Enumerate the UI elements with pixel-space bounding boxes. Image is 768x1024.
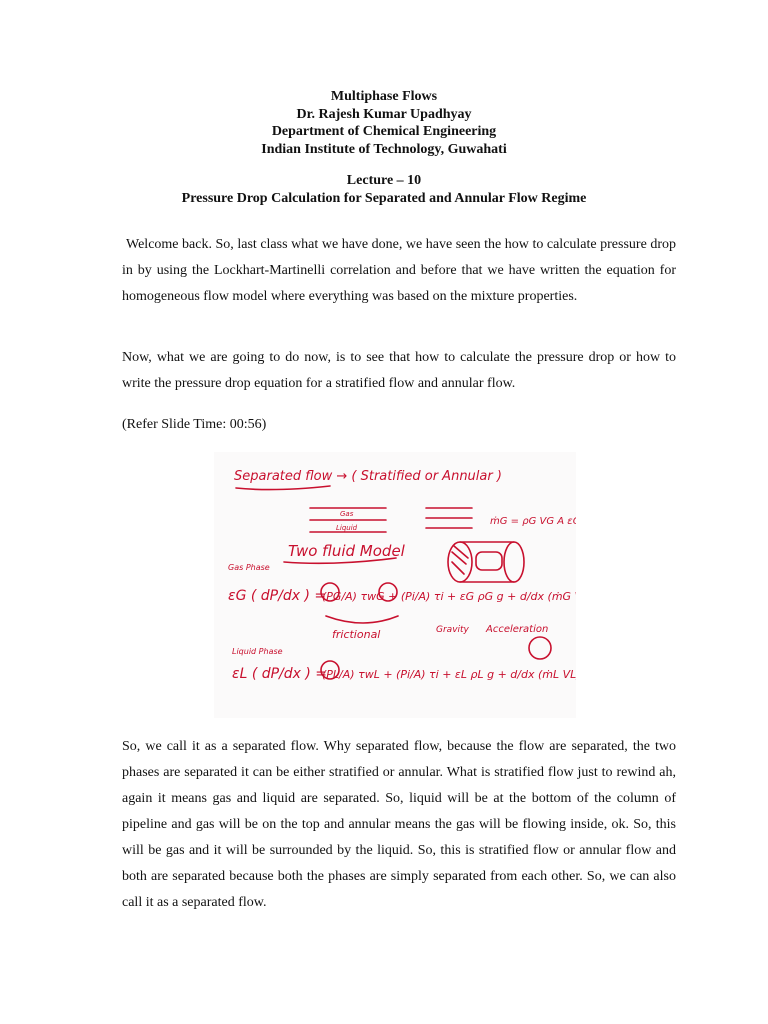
course-title: Multiphase Flows [330, 89, 438, 104]
stratified-liquid-label: Liquid [336, 524, 358, 532]
handwritten-slide [214, 452, 576, 718]
lecture-heading [0, 172, 768, 208]
acceleration-annotation: Acceleration [486, 624, 549, 635]
frictional-annotation: frictional [332, 628, 381, 641]
frictional-brace [326, 616, 398, 623]
paragraph-intro: Welcome back. So, last class what we have done, we have seen the how to calculate pressure drop in by using the Lockhart-Martinelli correlation and before that we have written the equation for homogeneous flow model where everything was based on the mixture properties. [122, 237, 676, 304]
liquid-phase-label: Liquid Phase [232, 647, 283, 656]
instructor-name: Dr. Rajesh Kumar Upadhyay [296, 106, 472, 122]
stratified-sketch-left [310, 508, 386, 532]
lecture-title: Pressure Drop Calculation for Separated and Annular Flow Regime [181, 191, 587, 206]
title-underline [236, 486, 330, 490]
lecture-number: Lecture – 10 [346, 173, 422, 188]
mass-flow-note: ṁG = ρG VG A εG [490, 516, 576, 527]
two-fluid-model-label: Two fluid Model [288, 542, 405, 560]
gas-phase-label: Gas Phase [228, 563, 270, 572]
paragraph-plan: Now, what we are going to do now, is to see that how to calculate the pressure drop or how to write the pressure drop equation for a stratified flow and annular flow. [122, 350, 676, 391]
gas-equation-rhs: (PG/A) τwG + (Pi/A) τi + εG ρG g + d/dx (ṁG VG) [322, 590, 576, 603]
stratified-gas-label: Gas [340, 510, 354, 518]
department-name: Department of Chemical Engineering [271, 124, 497, 139]
institute-name: Indian Institute of Technology, Guwahati [261, 141, 507, 157]
pipe-cross-section-circle [529, 637, 551, 659]
gravity-annotation: Gravity [436, 625, 469, 635]
paragraph-separated-flow: So, we call it as a separated flow. Why separated flow, because the flow are separated, the two phases are separated it can be either stratified or annular. What is stratified flow just to rewind ah, again it means gas and liquid are separated. So, liquid will be at the bottom of the column of pipeline and gas will be on the top and annular means the gas will be flowing inside, ok. So, this will be gas and it will be surrounded by the liquid. So, this is stratified flow or annular flow and both are separated because both the phases are simply separated from each other. So, we can also call it as a separated flow. [122, 739, 676, 910]
stratified-sketch-right [426, 508, 472, 528]
slide-title: Separated flow → ( Stratified or Annular ) [234, 469, 502, 484]
liquid-equation-lhs: εL ( dP/dx ) = [232, 666, 328, 682]
annular-pipe-sketch [448, 542, 524, 582]
lecture-slide-image [214, 452, 576, 718]
document-header [0, 88, 768, 158]
gas-equation-lhs: εG ( dP/dx ) = [228, 588, 327, 604]
slide-time-reference: (Refer Slide Time: 00:56) [122, 417, 267, 432]
liquid-equation-rhs: (PL/A) τwL + (Pi/A) τi + εL ρL g + d/dx (ṁL VL) [322, 668, 576, 681]
